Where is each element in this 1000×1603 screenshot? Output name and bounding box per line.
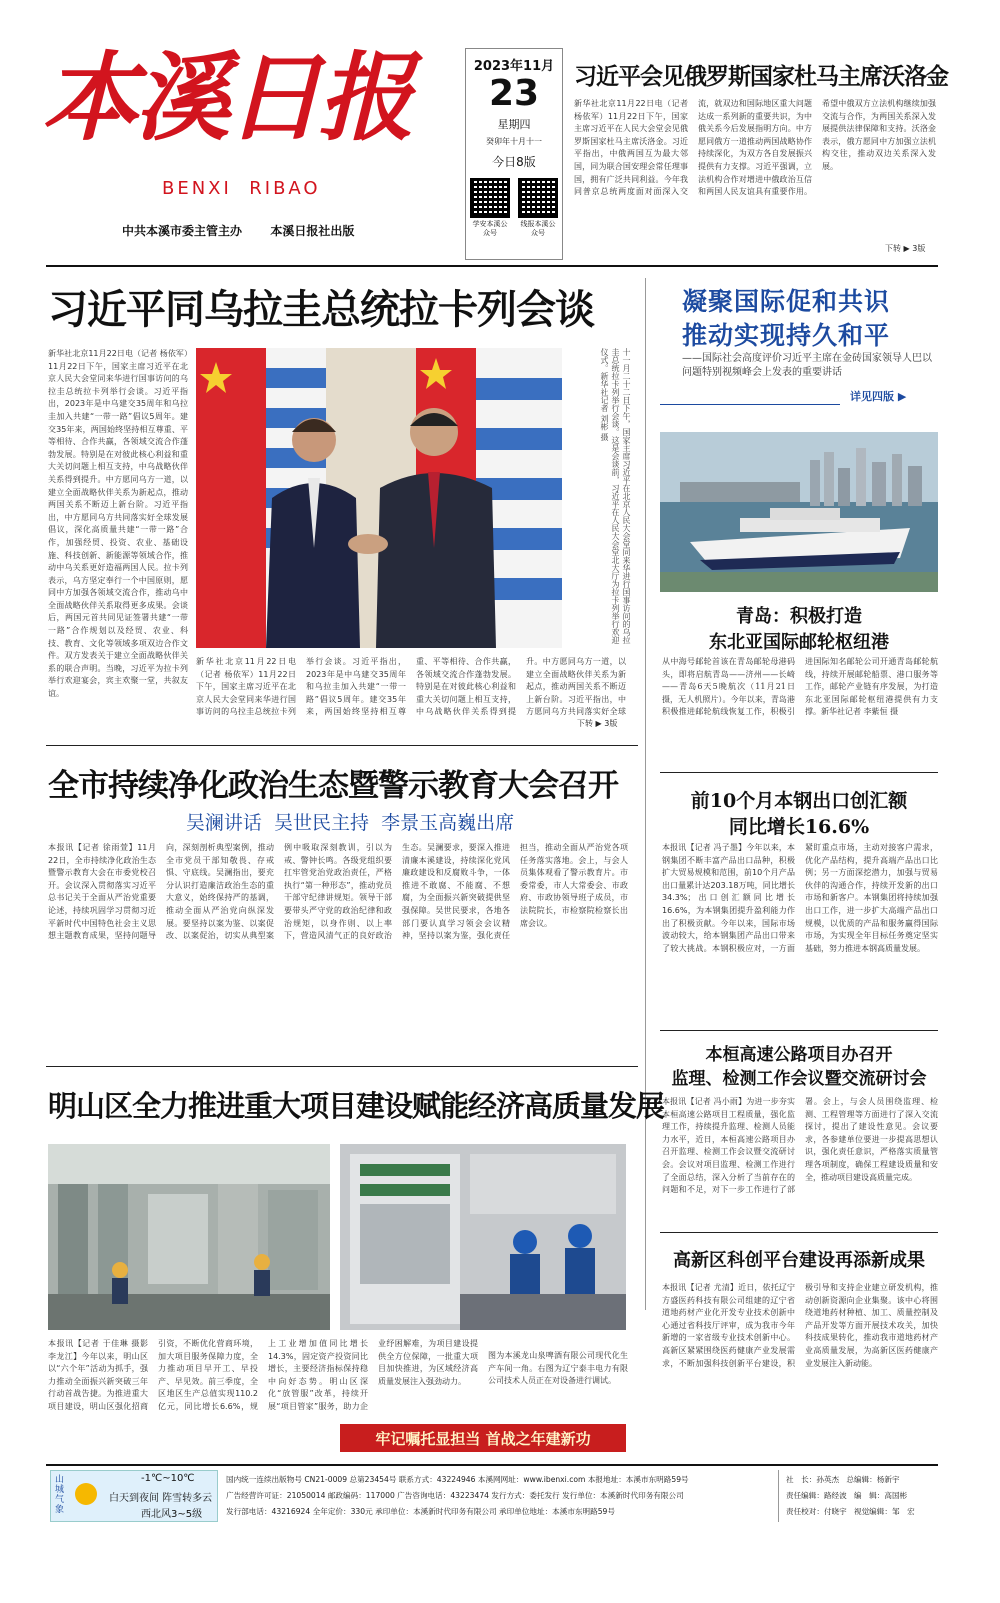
factory-photo-left xyxy=(48,1144,330,1330)
highway-headline-2[interactable]: 监理、检测工作会议暨交流研讨会 xyxy=(671,1069,927,1089)
feature-headline-1[interactable]: 凝聚国际促和共识 xyxy=(682,287,891,316)
date-box xyxy=(465,48,563,260)
rule-right-2 xyxy=(660,1030,938,1031)
footer-line1: 国内统一连续出版物号 CN21-0009 总第23454号 联系方式：43224946 本溪网网址：www.ibenxi.com 本报地址：本溪市东明路59号 xyxy=(226,1475,689,1484)
rule-mid-right xyxy=(660,772,938,773)
top-story-more[interactable]: 下转 ▶ 3版 xyxy=(885,244,926,253)
qr-code-1[interactable] xyxy=(470,178,510,218)
steel-headline-1[interactable]: 前10个月本钢出口创汇额 xyxy=(690,790,908,812)
lead-headline[interactable]: 习近平同乌拉圭总统拉卡列会谈 xyxy=(48,286,594,333)
footer-editors xyxy=(786,1472,938,1520)
footer-info xyxy=(226,1472,772,1520)
footer-divider xyxy=(778,1470,779,1522)
cleanup-subheadline: 吴澜讲话 吴世民主持 李景玉高巍出席 xyxy=(185,812,515,834)
rule-left-3 xyxy=(46,1066,638,1067)
column-divider xyxy=(645,278,646,1310)
top-story-headline[interactable]: 习近平会见俄罗斯国家杜马主席沃洛金 xyxy=(574,63,948,90)
gaoxin-text: 本报讯【记者 尤清】近日，依托辽宁方盛医药科技有限公司组建的辽宁省道地药材产业化开发专业技术创新中心通过省科技厅评审，成为我市今年新增的一家省级专业技术创新中心。高新区紧紧围绕医药健康产业发展需求，不断加强科技创新平台建设，积极引导和支持企业建立研发机构，推动创新资源向企业集聚。该中心将围绕道地药材种植、加工、质量控制及产品开发等方面开展技术攻关，加快科技成果转化，推动我市道地药材产业高质量发展，为高新区医药健康产业发展注入新动能。 xyxy=(662,1283,938,1368)
qr2-label: 线报本溪公众号 xyxy=(520,220,556,237)
editor-line3: 责任校对：付晓宇 视觉编辑：邹 宏 xyxy=(786,1507,915,1516)
slogan-banner xyxy=(340,1424,626,1452)
weather-wind: 西北风3~5级 xyxy=(141,1509,203,1520)
weather-label: 山城气象 xyxy=(55,1475,65,1515)
sun-cloud-icon xyxy=(75,1483,97,1505)
qingdao-title-2[interactable]: 东北亚国际邮轮枢纽港 xyxy=(709,632,889,653)
cleanup-headline[interactable]: 全市持续净化政治生态暨警示教育大会召开 xyxy=(48,768,618,804)
highway-text: 本报讯【记者 冯小雨】为进一步夯实本桓高速公路项目工程质量，强化监理工作，持续提升监理、检测人员能力水平，近日，本桓高速公路项目办召开监理、检测工作会议暨交流研讨会。会议对项目监理、检测工作进行了全面总结，深入分析了当前存在的问题和不足，对下一步工作进行了部署。会上，与会人员围绕监理、检测、工程管理等方面进行了深入交流探讨，提出了建设性意见。会议要求，各参建单位要进一步提高思想认识，强化责任意识，严格落实质量管理各项制度，确保工程建设质量和安全，推动项目建设高质量完成。 xyxy=(662,1097,938,1195)
mingshan-caption: 图为本溪龙山泉啤酒有限公司现代化生产车间一角。右图为辽宁泰丰电力有限公司技术人员正在对设备进行调试。 xyxy=(488,1351,628,1386)
feature-more[interactable]: 详见四版 ▶ xyxy=(850,390,907,403)
lead-text-col1: 新华社北京11月22日电（记者 杨依军）11月22日下午，国家主席习近平在北京人民大会堂同来华进行国事访问的乌拉圭总统拉卡列举行会谈。习近平指出，2023年是中乌建交35周年和乌拉圭加入共建“一带一路”倡议5周年。建交35年来，两国始终坚持相互尊重、平等相待、合作共赢，各领域交流合作蓬勃发展。特别是在对彼此核心利益和重大关切问题上相互支持，中乌战略伙伴关系得到提升。中方愿同乌方一道，以建立全面战略伙伴关系为新起点，推动两国关系不断迈上新台阶。习近平指出，中方愿同乌方共同落实好全球发展倡议，深化高质量共建“一带一路”合作，加强经贸、投资、农业、基础设施、科技创新、新能源等领域合作，推动中乌关系更好造福两国人民。拉卡列表示，乌方坚定奉行一个中国原则，愿同中方加强各领域交流合作，推动乌中全面战略伙伴关系取得更多成果。会谈后，两国元首共同见证签署共建“一带一路”合作规划以及经贸、农业、科技、教育、文化等领域多项双边合作文件。双方发表关于建立全面战略伙伴关系的联合声明。当晚，习近平为拉卡列举行欢迎宴会，宾主欢聚一堂，共叙友谊。 xyxy=(48,349,188,699)
lead-text-cols: 新华社北京11月22日电（记者 杨依军）11月22日下午，国家主席习近平在北京人民大会堂同来华进行国事访问的乌拉圭总统拉卡列举行会谈。习近平指出，2023年是中乌建交35周年和乌拉圭加入共建“一带一路”倡议5周年。建交35年来，两国始终坚持相互尊重、平等相待、合作共赢，各领域交流合作蓬勃发展。特别是在对彼此核心利益和重大关切问题上相互支持，中乌战略伙伴关系得到提升。中方愿同乌方一道，以建立全面战略伙伴关系为新起点，推动两国关系不断迈上新台阶。习近平指出，中方愿同乌方共同落实好全球 xyxy=(196,657,626,717)
gaoxin-headline[interactable]: 高新区科创平台建设再添新成果 xyxy=(673,1250,925,1271)
weather-box xyxy=(50,1470,218,1522)
qingdao-text: 从中海号邮轮首该在青岛邮轮母港码头，即将启航青岛——济州——长崎——青岛6天5晚航次（11月21日摄，无人机照片）。今年以来，青岛港积极推进邮轮航线恢复工作，积极引进国际知名邮轮公司开通青岛邮轮航线，持续开展邮轮船票、港口服务等工作，邮轮产业链有序发展，为打造东北亚国际邮轮枢纽港提供有力支撑。新华社记者 李紫恒 摄 xyxy=(662,657,938,717)
cleanup-text: 本报讯【记者 徐雨萱】11月22日，全市持续净化政治生态暨警示教育大会在市委党校召开。会议深入贯彻落实习近平总书记关于全面从严治党重要论述，持续巩固学习贯彻习近平新时代中国特色社会主义思想主题教育成果，坚持问题导向，深刻剖析典型案例，推动全市党员干部知敬畏、存戒惧、守底线。吴澜指出，要充分认识打造廉洁政治生态的重大意义，始终保持严的基调，推动全面从严治党向纵深发展。要坚持以案为鉴、以案促改、以案促治，切实从典型案例中吸取深刻教训，引以为戒、警钟长鸣。各级党组织要扛牢管党治党政治责任，严格执行“第一种形态”，推动党员干部守纪律讲规矩。领导干部要带头严守党的政治纪律和政治规矩，以身作则、以上率下，营造风清气正的良好政治生态。吴澜要求，要深入推进清廉本溪建设，持续深化党风廉政建设和反腐败斗争，一体推进不敢腐、不能腐、不想腐，为全面振兴新突破提供坚强保障。吴世民要求，各地各部门要认真学习领会会议精神，坚持以案为鉴，强化责任担当，推动全面从严治党各项任务落实落地。会上，与会人员集体观看了警示教育片。市委常委，市人大常委会、市政府、市政协领导班子成员，市法院院长，市检察院检察长出席会议。 xyxy=(48,843,628,941)
highway-headline-1[interactable]: 本桓高速公路项目办召开 xyxy=(705,1045,893,1065)
masthead-rule xyxy=(46,265,938,267)
steel-text: 本报讯【记者 冯子墨】今年以来，本钢集团不断丰富产品出口品种，积极扩大贸易规模和范围，前10个月产品出口量累计达203.18万吨，同比增长34.3%；出口创汇额同比增长16.6%，为本钢集团提升盈利能力作出了积极贡献。今年以来，国际市场波动较大，给本钢集团产品出口带来了较大挑战。本钢积极应对，一方面紧盯重点市场，主动对接客户需求，优化产品结构，提升高端产品出口比例；另一方面深挖潜力，加强与贸易伙伴的沟通合作，持续开发新的出口市场和新客户。本钢集团将持续加强出口工作，进一步扩大高端产品出口规模，以优质的产品和服务赢得国际市场，为实现全年目标任务奠定坚实基础，努力推进本钢高质量发展。 xyxy=(662,843,938,953)
page-count: 今日8版 xyxy=(492,155,536,169)
date-year-month: 2023年11月 xyxy=(473,59,555,74)
weekday: 星期四 xyxy=(497,118,531,131)
factory-photo-right xyxy=(340,1144,626,1330)
lunar-date: 癸卯年十月十一 xyxy=(486,137,542,146)
rule-right-3 xyxy=(660,1232,938,1233)
mingshan-text: 本报讯【记者 于佳琳 摄影 李龙江】今年以来，明山区以“六个年”活动为抓手，强力推动全面振兴新突破三年行动首战告捷。为推进重大项目建设，明山区强化招商引资，不断优化营商环境，加大项目服务保障力度，全力推动项目早开工、早投产、早见效。前三季度，全区地区生产总值实现110.2亿元，同比增长6.6%，规上工业增加值同比增长14.3%，固定资产投资同比增长，主要经济指标保持稳中向好态势。明山区深化“放管服”改革，持续开展“项目管家”服务，助力企业纾困解难，为项目建设提供全方位保障，一批重大项目加快推进，为区域经济高质量发展注入强劲动力。 xyxy=(48,1339,478,1411)
rule-mid-left xyxy=(46,745,638,746)
top-story-text: 新华社北京11月22日电（记者 杨依军）11月22日下午，国家主席习近平在人民大会堂会见俄罗斯国家杜马主席沃洛金。习近平指出，中俄两国互为最大邻国，同为联合国安理会常任理事国，拥有广泛共同利益。今年我同普京总统两度面对面深入交流，就双边和国际地区重大问题达成一系列新的重要共识，为中俄关系今后发展指明方向。中方愿同俄方一道推动两国战略协作持续深化，为双方各自发展振兴提供有力支撑。习近平强调，立法机构合作对增进中俄政治互信和两国人民友谊具有重要作用。希望中俄双方立法机构继续加强交流与合作，为两国关系深入发展提供法律保障和支持。沃洛金表示，俄方愿同中方加强立法机构交往，推动双边关系深入发展。 xyxy=(574,99,936,197)
sponsor: 中共本溪市委主管主办 xyxy=(122,224,243,238)
lead-more[interactable]: 下转 ▶ 3版 xyxy=(577,719,618,728)
mingshan-headline[interactable]: 明山区全力推进重大项目建设赋能经济高质量发展 xyxy=(48,1089,665,1123)
qingdao-title-1[interactable]: 青岛：积极打造 xyxy=(736,606,862,627)
slogan-text: 牢记嘱托显担当 首战之年建新功 xyxy=(375,1429,591,1448)
footer-line2: 广告经营许可证：21050014 邮政编码：117000 广告咨询电话：43223474 发行方式：委托发行 发行单位：本溪新时代印务有限公司 xyxy=(226,1491,684,1500)
date-day: 23 xyxy=(488,73,540,114)
footer-line3: 发行部电话：43216924 全年定价：330元 承印单位：本溪新时代印务有限公司 承印单位地址：本溪市东明路59号 xyxy=(226,1507,615,1516)
qingdao-photo xyxy=(660,432,938,592)
weather-temp: -1℃~10℃ xyxy=(141,1473,195,1484)
masthead-sponsor-line xyxy=(122,222,354,239)
editor-line1: 社 长：孙英杰 总编辑：杨新宇 xyxy=(786,1475,900,1484)
qr-code-2[interactable] xyxy=(518,178,558,218)
lead-photo xyxy=(196,348,562,648)
feature-rule xyxy=(660,404,840,405)
logo-text: 本溪日报 xyxy=(42,41,410,154)
feature-headline-2[interactable]: 推动实现持久和平 xyxy=(682,321,891,350)
masthead-logo xyxy=(42,38,447,199)
qr1-label: 学安本溪公众号 xyxy=(472,220,508,237)
steel-headline-2[interactable]: 同比增长16.6% xyxy=(728,816,870,838)
editor-line2: 责任编辑：路经波 编 辑：高国彬 xyxy=(786,1491,908,1500)
footer-rule xyxy=(46,1464,938,1466)
weather-desc: 白天到夜间 阵雪转多云 xyxy=(109,1493,213,1504)
lead-photo-caption: 十一月二十二日下午，国家主席习近平在北京人民大会堂同来华进行国事访问的乌拉圭总统拉卡列举行会谈。这是会谈前，习近平在人民大会堂北大厅为拉卡列举行欢迎仪式。新华社记者 刘彬 摄 xyxy=(600,348,631,644)
feature-subtitle: ——国际社会高度评价习近平主席在金砖国家领导人巴以问题特别视频峰会上发表的重要讲话 xyxy=(682,353,932,378)
logo-pinyin: BENXI RIBAO xyxy=(162,178,321,199)
publisher: 本溪日报社出版 xyxy=(270,224,355,238)
